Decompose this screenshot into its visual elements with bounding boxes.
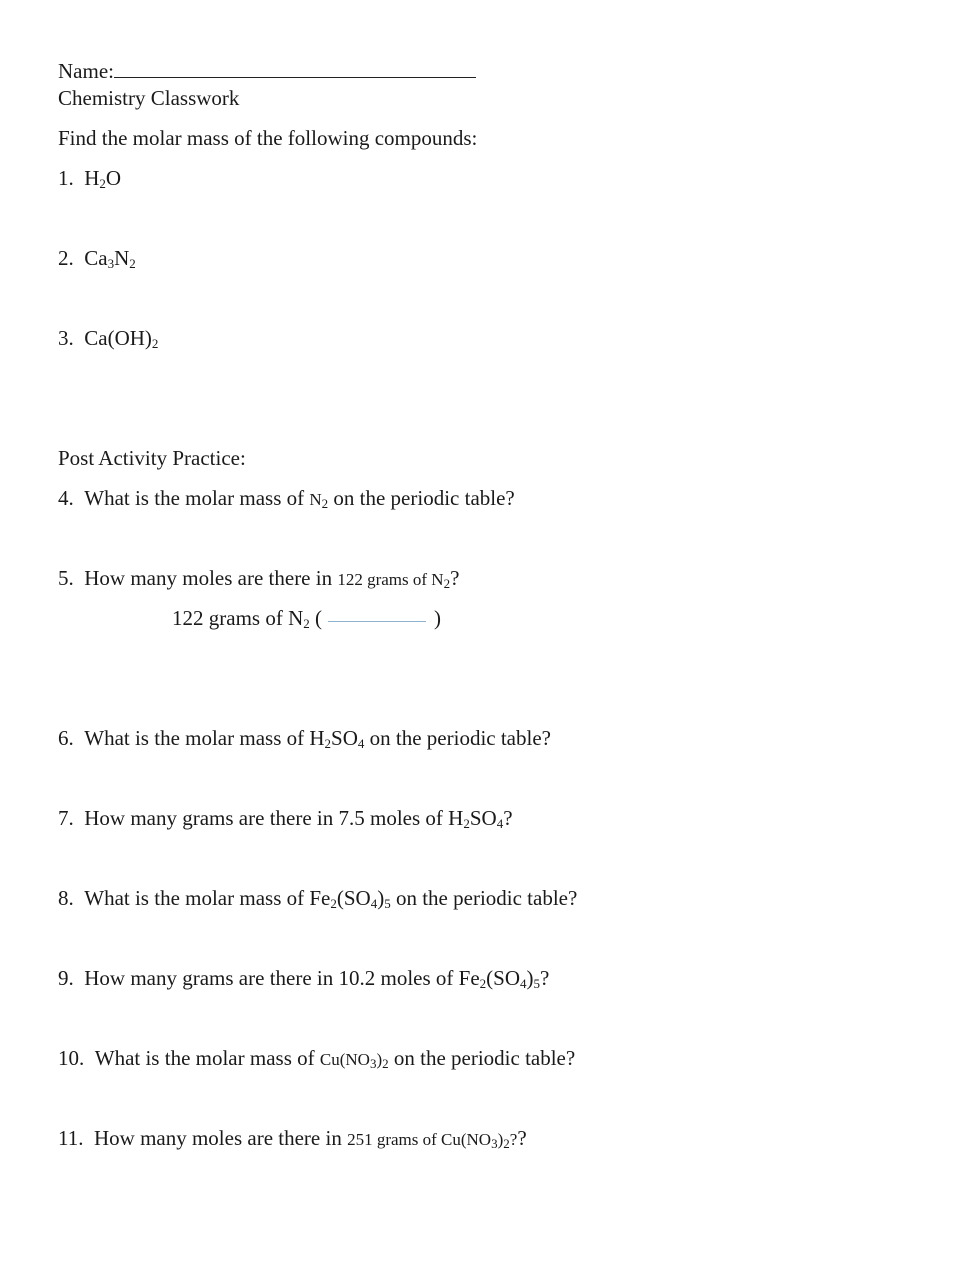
question-5: 5. How many moles are there in 122 grams of $N_2$? [58,566,460,591]
conversion-fraction-line [328,621,426,622]
compound-3: 3. $Ca(OH)_2$ [58,326,159,351]
question-10: 10. What is the molar mass of $Cu(NO_3)_2$ on the periodic table? [58,1046,576,1071]
compound-2: 2. $Ca_3N_2$ [58,246,136,271]
question-5-work: 122 grams of $N_2$ ( ) [172,606,441,631]
question-11: 11. How many moles are there in 251 grams of $Cu(NO_3)_2$?? [58,1126,527,1151]
instructions: Find the molar mass of the following compounds: [58,126,478,150]
post-activity-heading: Post Activity Practice: [58,446,246,470]
name-blank[interactable] [114,59,476,78]
question-4: 4. What is the molar mass of $N_2$ on the periodic table? [58,486,515,511]
name-label: Name: [58,59,114,83]
question-6: 6. What is the molar mass of $H_2SO_4$ on the periodic table? [58,726,551,751]
question-7: 7. How many grams are there in 7.5 moles of $H_2SO_4$? [58,806,513,831]
name-line [58,58,476,84]
compound-1: 1. $H_2O$ [58,166,122,191]
question-8: 8. What is the molar mass of $Fe_2(SO_4)_5$ on the periodic table? [58,886,578,911]
course-title: Chemistry Classwork [58,86,240,110]
question-9: 9. How many grams are there in 10.2 moles of $Fe_2(SO_4)_5$? [58,966,550,991]
